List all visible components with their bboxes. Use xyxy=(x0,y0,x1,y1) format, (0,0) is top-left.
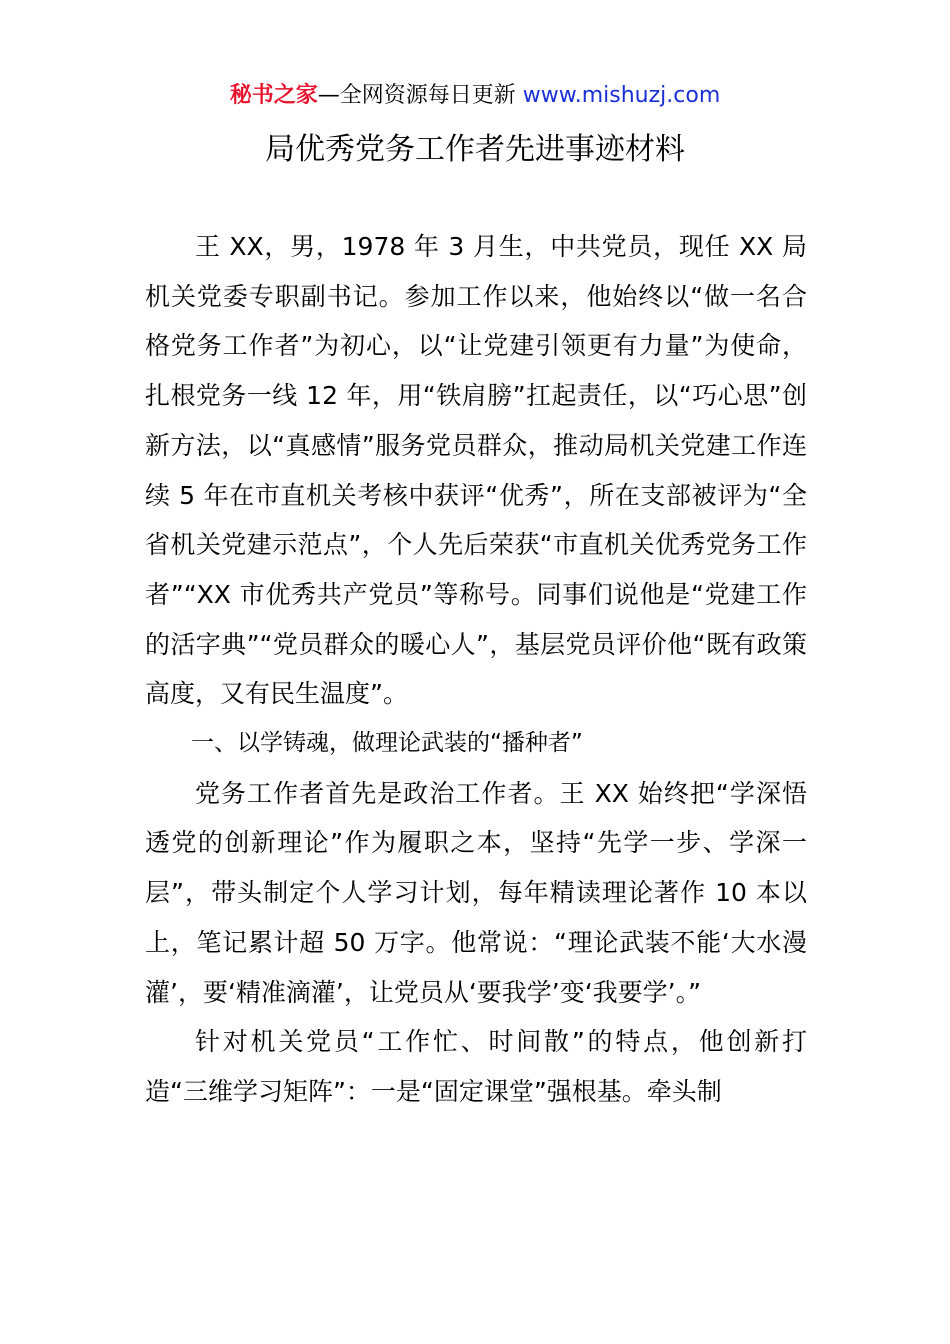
section-1-paragraph-1: 党务工作者首先是政治工作者。王 XX 始终把“学深悟透党的创新理论”作为履职之本，坚持“先学一步、学深一层”，带头制定个人学习计划，每年精读理论著作 10 本以上，笔记累计超 50 万字。他常说：“理论武装不能‘大水漫灌’，要‘精准滴灌’，让党员从‘要我学’变‘我要学’。” xyxy=(145,778,807,1007)
site-header xyxy=(0,80,950,112)
site-url-link[interactable]: www.mishuzj.com xyxy=(522,83,721,108)
section-heading-1: 一、以学铸魂，做理论武装的“播种者” xyxy=(191,730,583,757)
brand-name: 秘书之家 xyxy=(229,83,318,108)
document-body xyxy=(145,222,807,1117)
document-title: 局优秀党务工作者先进事迹材料 xyxy=(265,132,685,167)
intro-paragraph: 王 XX，男，1978 年 3 月生，中共党员，现任 XX 局机关党委专职副书记。参加工作以来，他始终以“做一名合格党务工作者”为初心，以“让党建引领更有力量”为使命，扎根党务一线 12 年，用“铁肩膀”扛起责任，以“巧心思”创新方法，以“真感情”服务党员群众，推动局机关党建工作连续 5 年在市直机关考核中获评“优秀”，所在支部被评为“全省机关党建示范点”，个人先后荣获“市直机关优秀党务工作者”“XX 市优秀共产党员”等称号。同事们说他是“党建工作的活字典”“党员群众的暖心人”，基层党员评价他“既有政策高度，又有民生温度”。 xyxy=(145,232,807,709)
section-1-paragraph-2: 针对机关党员“工作忙、时间散”的特点，他创新打造“三维学习矩阵”：一是“固定课堂”强根基。牵头制 xyxy=(145,1027,807,1106)
header-tagline: —全网资源每日更新 xyxy=(317,83,516,108)
